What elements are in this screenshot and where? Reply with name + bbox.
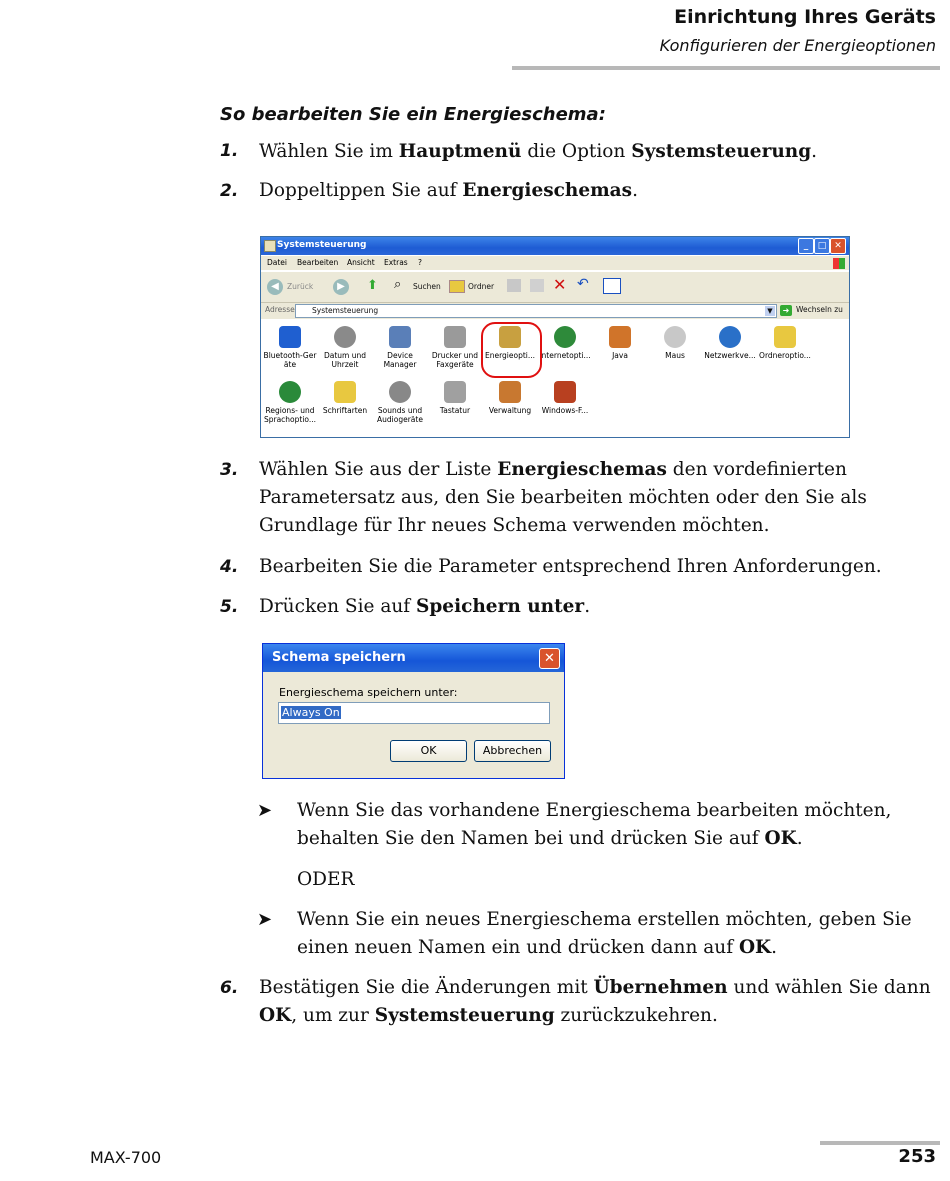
- bullet-2-text: [297, 906, 932, 962]
- clock-icon: [334, 326, 356, 348]
- cp-item-java[interactable]: [592, 326, 648, 360]
- copy-to-icon[interactable]: [530, 279, 544, 292]
- step-number: 4.: [220, 557, 239, 577]
- window-titlebar: [261, 237, 849, 255]
- bold-run: Systemsteuerung: [374, 1005, 555, 1026]
- step-number: 5.: [220, 597, 239, 617]
- search-icon[interactable]: ⌕: [394, 277, 402, 292]
- network-icon: [719, 326, 741, 348]
- text-run: .: [771, 937, 778, 958]
- save-scheme-dialog: [262, 643, 565, 779]
- text-run: Bearbeiten Sie die Parameter entsprechend Ihren Anforderungen.: [259, 556, 882, 577]
- cp-item-mouse[interactable]: [647, 326, 703, 360]
- address-bar: [261, 303, 849, 319]
- text-line: Wenn Sie das vorhandene Energieschema bearbeiten möchten,: [297, 800, 892, 821]
- bold-run: Hauptmenü: [398, 141, 522, 162]
- item-label: Verwaltung: [488, 406, 532, 415]
- item-label: Sprachoptio...: [263, 415, 317, 424]
- text-run: .: [811, 141, 818, 162]
- step-1-text: [259, 138, 929, 166]
- bullet-arrow-icon: ➤: [257, 800, 273, 821]
- text-line: [259, 974, 929, 1002]
- text-run: den vordefinierten: [666, 459, 847, 480]
- section-subtitle: Konfigurieren der Energieoptionen: [659, 36, 936, 55]
- cp-item-admin-tools[interactable]: [482, 381, 538, 415]
- item-label: Audiogeräte: [377, 415, 423, 424]
- text-run: zurückzukehren.: [554, 1005, 718, 1026]
- globe-icon: [279, 381, 301, 403]
- text-line: Wenn Sie ein neues Energieschema erstellen möchten, geben Sie: [297, 909, 912, 930]
- cp-item-firewall[interactable]: [537, 381, 593, 415]
- address-input[interactable]: [295, 304, 777, 318]
- item-label: Ordneroptio...: [759, 351, 811, 360]
- dialog-titlebar: [263, 644, 564, 672]
- go-arrow-icon[interactable]: ➜: [780, 305, 792, 316]
- menu-datei[interactable]: Datei: [267, 258, 288, 267]
- admin-tools-icon: [499, 381, 521, 403]
- item-label: Schriftarten: [322, 406, 368, 415]
- bold-run: Systemsteuerung: [631, 141, 812, 162]
- folder-icon: [774, 326, 796, 348]
- text-line: [297, 934, 932, 962]
- text-run: , um zur: [291, 1005, 375, 1026]
- cp-item-fonts[interactable]: [317, 381, 373, 415]
- step-number: 3.: [220, 460, 239, 480]
- address-value: Systemsteuerung: [312, 306, 379, 315]
- control-panel-window: [260, 236, 850, 438]
- minimize-button[interactable]: _: [798, 238, 814, 254]
- item-label: Maus: [665, 351, 685, 360]
- text-line: [297, 825, 932, 853]
- chevron-down-icon[interactable]: ▼: [765, 306, 775, 316]
- text-run: und wählen Sie dann: [727, 977, 931, 998]
- bullet-1-text: [297, 797, 932, 853]
- text-run: einen neuen Namen ein und drücken dann auf: [297, 937, 739, 958]
- item-label: Netzwerkve...: [704, 351, 756, 360]
- back-arrow-icon[interactable]: ◀: [267, 279, 283, 295]
- undo-icon[interactable]: ↶: [577, 276, 589, 292]
- address-label: Adresse: [265, 305, 295, 314]
- text-line: Parametersatz aus, den Sie bearbeiten möchten oder den Sie als: [259, 487, 867, 508]
- cp-item-folder-options[interactable]: [757, 326, 813, 360]
- globe-icon: [554, 326, 576, 348]
- text-run: Bestätigen Sie die Änderungen mit: [259, 977, 594, 998]
- scheme-name-value: Always On: [282, 706, 340, 719]
- highlight-circle: [481, 322, 542, 378]
- step-5-text: [259, 593, 929, 621]
- item-label: Device: [387, 351, 413, 360]
- text-line: Grundlage für Ihr neues Schema verwenden möchten.: [259, 515, 770, 536]
- item-label: Energieopti...: [484, 351, 536, 360]
- up-folder-icon[interactable]: ⬆: [367, 278, 378, 293]
- page-number: 253: [898, 1146, 936, 1167]
- cp-item-internet-options[interactable]: [537, 326, 593, 360]
- menu-bearbeiten[interactable]: Bearbeiten: [297, 258, 339, 267]
- delete-icon[interactable]: ✕: [553, 275, 567, 294]
- menu-bar: [261, 256, 849, 270]
- menu-help[interactable]: ?: [418, 258, 422, 267]
- window-title: Systemsteuerung: [277, 240, 367, 250]
- text-run: .: [632, 180, 638, 201]
- cp-item-regional[interactable]: [262, 381, 318, 424]
- dialog-title: Schema speichern: [272, 650, 406, 665]
- cp-item-datetime[interactable]: [317, 326, 373, 369]
- step-number: 6.: [220, 978, 239, 998]
- close-icon[interactable]: ✕: [539, 648, 560, 669]
- text-line: [259, 456, 929, 484]
- views-icon[interactable]: [603, 278, 621, 294]
- text-run: .: [796, 828, 803, 849]
- item-label: Windows-F...: [541, 406, 589, 415]
- windows-logo-icon: [833, 258, 845, 269]
- item-label: Drucker und: [431, 351, 479, 360]
- item-label: Datum und: [323, 351, 367, 360]
- menu-ansicht[interactable]: Ansicht: [347, 258, 375, 267]
- step-6-text: [259, 974, 929, 1030]
- fonts-folder-icon: [334, 381, 356, 403]
- folders-icon[interactable]: [449, 280, 465, 293]
- product-name: MAX-700: [90, 1148, 162, 1167]
- item-label: Faxgeräte: [436, 360, 474, 369]
- item-label: Tastatur: [439, 406, 471, 415]
- bold-run: Energieschemas: [462, 180, 633, 201]
- item-label: Internetopti...: [539, 351, 591, 360]
- bold-run: Übernehmen: [593, 977, 728, 998]
- bold-run: Energieschemas: [497, 459, 667, 480]
- step-number: 2.: [220, 181, 239, 201]
- bold-run: OK: [764, 828, 797, 849]
- scheme-name-input[interactable]: [278, 702, 550, 724]
- item-label: Sounds und: [377, 406, 423, 415]
- menu-extras[interactable]: Extras: [384, 258, 408, 267]
- text-run: Drücken Sie auf: [259, 596, 416, 617]
- text-run: die Option: [521, 141, 632, 162]
- keyboard-icon: [444, 381, 466, 403]
- forward-arrow-icon[interactable]: ▶: [333, 279, 349, 295]
- procedure-title: So bearbeiten Sie ein Energieschema:: [220, 104, 606, 125]
- back-button[interactable]: Zurück: [287, 282, 314, 291]
- text-run: Wählen Sie aus der Liste: [259, 459, 498, 480]
- bold-run: OK: [259, 1005, 292, 1026]
- go-button[interactable]: Wechseln zu: [796, 305, 843, 314]
- bold-run: Speichern unter: [416, 596, 585, 617]
- step-number: 1.: [220, 141, 239, 161]
- item-label: Manager: [383, 360, 417, 369]
- icon-grid: [261, 320, 849, 437]
- item-label: äte: [283, 360, 297, 369]
- bold-run: OK: [738, 937, 772, 958]
- cp-item-keyboard[interactable]: [427, 381, 483, 415]
- cp-item-bluetooth[interactable]: [262, 326, 318, 369]
- move-to-icon[interactable]: [507, 279, 521, 292]
- text-line: [259, 1002, 929, 1030]
- cp-item-printers[interactable]: [427, 326, 483, 369]
- bullet-arrow-icon: ➤: [257, 909, 273, 930]
- speaker-icon: [389, 381, 411, 403]
- header-rule: [512, 66, 940, 70]
- printer-icon: [444, 326, 466, 348]
- item-label: Java: [612, 351, 628, 360]
- ok-button[interactable]: OK: [390, 740, 467, 762]
- bluetooth-icon: [279, 326, 301, 348]
- mouse-icon: [664, 326, 686, 348]
- cp-item-device-manager[interactable]: [372, 326, 428, 369]
- step-3-text: [259, 456, 929, 540]
- oder-text: ODER: [297, 869, 355, 890]
- close-button[interactable]: ✕: [830, 238, 846, 254]
- item-label: Bluetooth-Ger: [263, 351, 317, 360]
- search-button[interactable]: Suchen: [413, 282, 441, 291]
- footer-rule: [820, 1141, 940, 1145]
- toolbar: [261, 271, 849, 303]
- text-run: behalten Sie den Namen bei und drücken Sie auf: [297, 828, 765, 849]
- item-label: Uhrzeit: [331, 360, 359, 369]
- step-4-text: [259, 553, 929, 581]
- step-2-text: [259, 177, 929, 205]
- folders-button[interactable]: Ordner: [468, 282, 495, 291]
- text-run: Wählen Sie im: [259, 141, 399, 162]
- java-icon: [609, 326, 631, 348]
- firewall-icon: [554, 381, 576, 403]
- cp-item-sounds[interactable]: [372, 381, 428, 424]
- chapter-title: Einrichtung Ihres Geräts: [674, 6, 936, 28]
- control-panel-icon: [264, 240, 276, 252]
- maximize-button[interactable]: □: [814, 238, 830, 254]
- cp-item-network[interactable]: [702, 326, 758, 360]
- text-run: .: [584, 596, 591, 617]
- item-label: Regions- und: [265, 406, 315, 415]
- scheme-name-label: Energieschema speichern unter:: [279, 686, 458, 699]
- computer-icon: [389, 326, 411, 348]
- cancel-button[interactable]: Abbrechen: [474, 740, 551, 762]
- text-run: Doppeltippen Sie auf: [259, 180, 463, 201]
